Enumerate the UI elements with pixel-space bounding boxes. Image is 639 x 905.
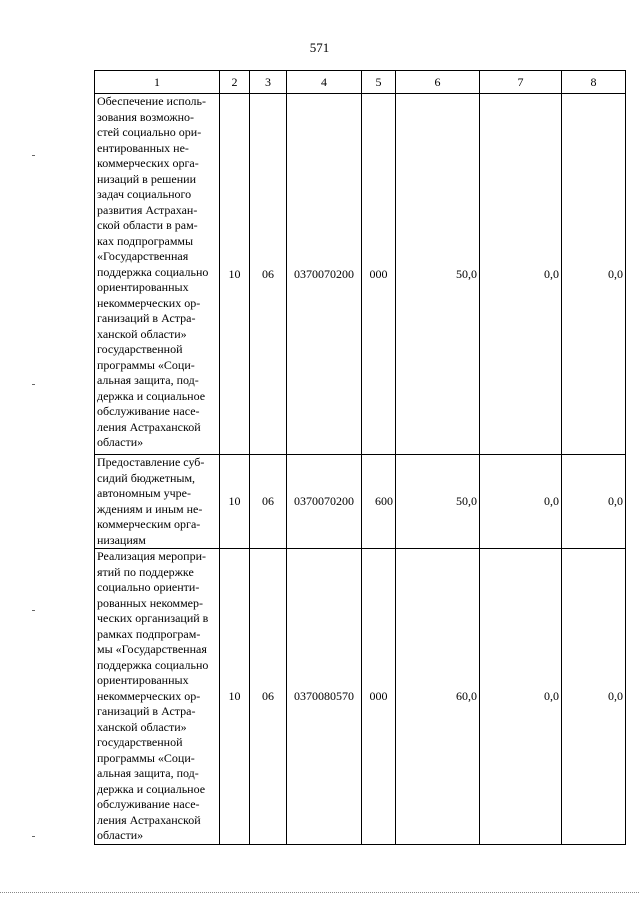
budget-table [94,70,626,845]
row-amount-2: 0,0 [480,455,562,549]
row-section: 10 [220,94,250,455]
scan-mark [32,836,35,837]
table-row [95,455,626,549]
header-col-1: 1 [95,71,220,94]
row-amount-2: 0,0 [480,94,562,455]
scan-mark [32,610,35,611]
scan-mark [32,384,35,385]
row-amount-1: 50,0 [396,455,480,549]
row-description: Обеспечение исполь- зования возможно- стей социально ори- ентированных не- коммерческих орга- низаций в решении задач социального развития Астрахан- ской области в рам- ках подпрограммы «Государственная поддержка социально ориентированных некоммерческих ор- ганизаций в Астра- ханской области» государственной программы «Соци- альная защита, под- держка и социальное обслуживание насе- ления Астраханской области» [95,94,220,455]
row-expense-type: 600 [362,455,396,549]
row-section: 10 [220,549,250,845]
row-target-code: 0370070200 [287,94,362,455]
row-amount-3: 0,0 [562,455,626,549]
page-number: 571 [309,40,330,55]
header-col-3: 3 [250,71,287,94]
header-col-4: 4 [287,71,362,94]
row-expense-type: 000 [362,94,396,455]
table-row [95,94,626,455]
header-col-7: 7 [480,71,562,94]
table-row [95,549,626,845]
row-amount-3: 0,0 [562,94,626,455]
row-section: 10 [220,455,250,549]
row-amount-1: 50,0 [396,94,480,455]
row-amount-3: 0,0 [562,549,626,845]
header-col-8: 8 [562,71,626,94]
row-description: Предоставление суб- сидий бюджетным, автономным учре- ждениям и иным не- коммерческим орга- низациям [95,455,220,549]
row-subsection: 06 [250,549,287,845]
row-amount-1: 60,0 [396,549,480,845]
row-subsection: 06 [250,455,287,549]
header-col-6: 6 [396,71,480,94]
row-amount-2: 0,0 [480,549,562,845]
row-target-code: 0370080570 [287,549,362,845]
scan-mark [32,155,35,156]
header-row [95,71,626,94]
header-col-5: 5 [362,71,396,94]
row-expense-type: 000 [362,549,396,845]
header-col-2: 2 [220,71,250,94]
row-description: Реализация меропри- ятий по поддержке социально ориенти- рованных некоммер- ческих организаций в рамках подпрограм- мы «Государственная поддержка социально ориентированных некоммерческих ор- ганизаций в Астра- ханской области» государственной программы «Соци- альная защита, под- держка и социальное обслуживание насе- ления Астраханской области» [95,549,220,845]
page-bottom-rule [0,892,639,893]
row-subsection: 06 [250,94,287,455]
row-target-code: 0370070200 [287,455,362,549]
